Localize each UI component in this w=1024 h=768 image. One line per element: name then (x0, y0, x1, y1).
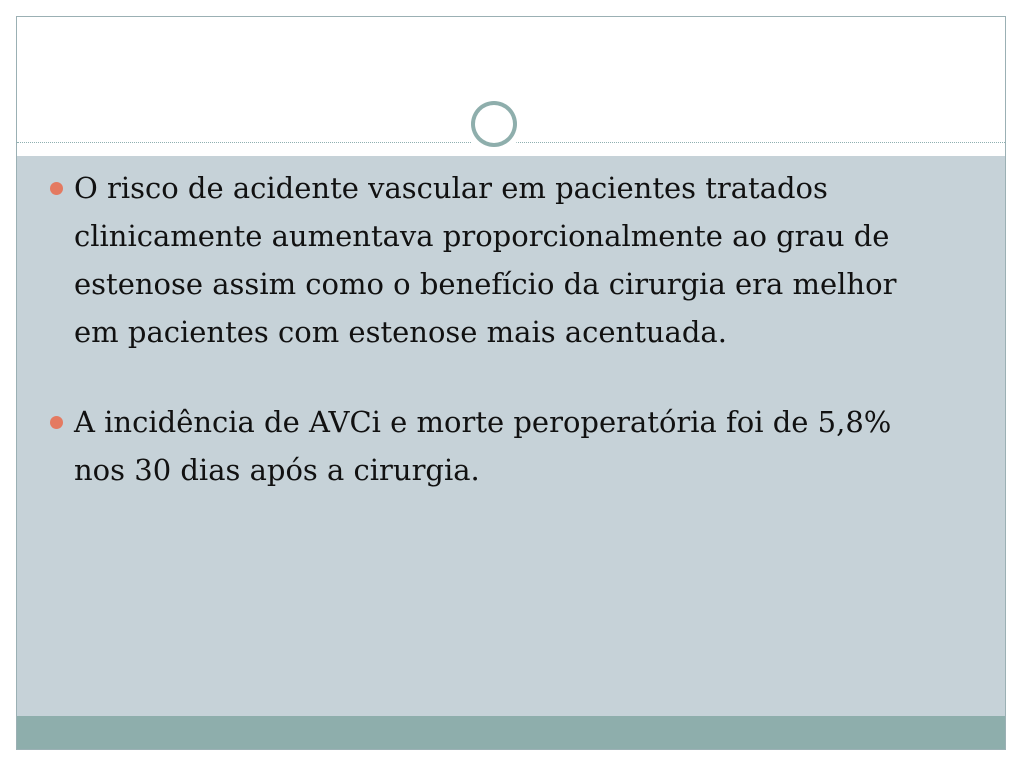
footer-bar (17, 716, 1005, 750)
bullet-text: A incidência de AVCi e morte peroperatória foi de 5,8% nos 30 dias após a cirurgia. (74, 405, 892, 487)
ornament-ring-inner (475, 105, 513, 143)
circle-ornament-icon (465, 95, 523, 153)
bullet-text: O risco de acidente vascular em pacientes tratados clinicamente aumentava proporcionalmente ao grau de estenose assim como o benefício da cirurgia era melhor em pacientes com estenose mais acentuada. (74, 171, 897, 349)
bullet-item-2 (46, 398, 946, 494)
bullet-dot-icon (50, 182, 63, 195)
bullet-item-1 (46, 164, 946, 356)
ornament-ring (471, 101, 517, 147)
bullet-list (46, 164, 946, 536)
bullet-dot-icon (50, 416, 63, 429)
